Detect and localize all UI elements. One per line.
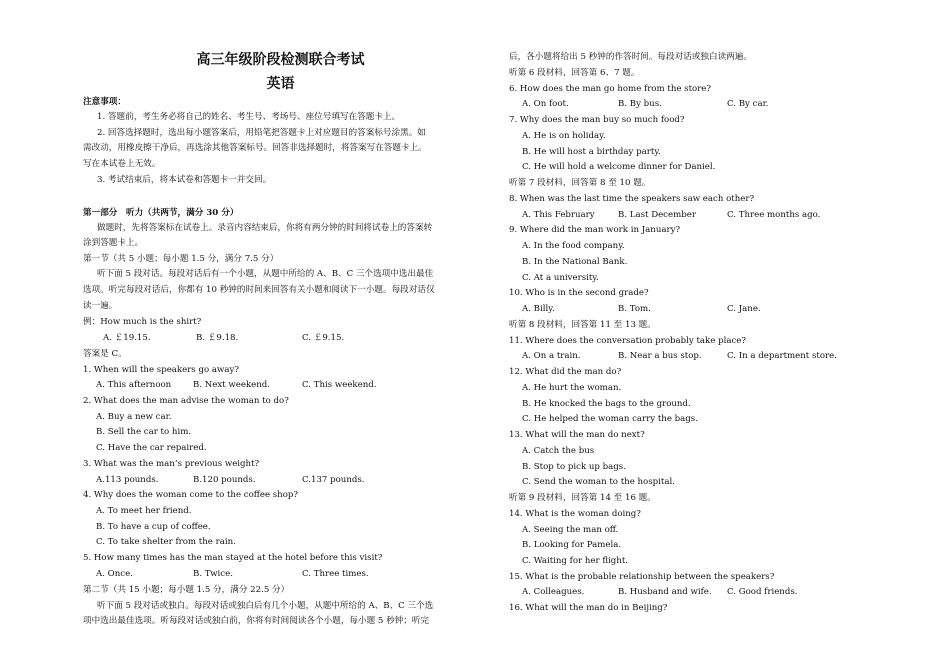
example-option-b: B. ￡9.18. <box>196 333 239 343</box>
section2-heading: 第二节（共 15 小题；每小题 1.5 分，满分 22.5 分） <box>83 585 290 595</box>
question-8-option-c: C. Three months ago. <box>727 210 821 220</box>
notice-item-2-line-3: 写在本试卷上无效。 <box>83 159 161 169</box>
question-1-option-a: A. This afternoon <box>96 380 172 390</box>
question-9-option-a: A. In the food company. <box>522 241 625 251</box>
question-4-option-b: B. To have a cup of coffee. <box>96 522 211 532</box>
exam-subject: 英语 <box>266 76 295 92</box>
question-8-option-b: B. Last December <box>618 210 696 220</box>
question-9-option-b: B. In the National Bank. <box>522 257 628 267</box>
question-4-option-c: C. To take shelter from the rain. <box>96 537 236 547</box>
question-3-option-a: A.113 pounds. <box>96 475 159 485</box>
question-7-option-a: A. He is on holiday. <box>522 131 606 141</box>
example-answer: 答案是 C。 <box>83 349 127 359</box>
question-3-stem: 3. What was the man’s previous weight? <box>83 459 260 469</box>
question-10-option-c: C. Jane. <box>727 304 761 314</box>
exam-title: 高三年级阶段检测联合考试 <box>196 52 365 68</box>
question-3-option-b: B.120 pounds. <box>193 475 256 485</box>
question-10-option-b: B. Tom. <box>618 304 651 314</box>
question-10-option-a: A. Billy. <box>522 304 555 314</box>
question-8-option-a: A. This February <box>522 210 595 220</box>
question-15-option-b: B. Husband and wife. <box>618 587 712 597</box>
question-5-option-b: B. Twice. <box>193 569 233 579</box>
question-9-stem: 9. Where did the man work in January? <box>509 225 681 235</box>
question-1-option-c: C. This weekend. <box>302 380 377 390</box>
question-13-stem: 13. What will the man do next? <box>509 430 645 440</box>
question-12-option-c: C. He helped the woman carry the bags. <box>522 414 698 424</box>
notice-heading: 注意事项： <box>83 97 126 107</box>
material-7-intro: 听第 7 段材料，回答第 8 至 10 题。 <box>509 178 651 188</box>
section2-instructions-line-3: 后，各小题将给出 5 秒钟的作答时间。每段对话或独白读两遍。 <box>509 52 752 62</box>
question-1-stem: 1. When will the speakers go away? <box>83 365 239 375</box>
question-5-option-c: C. Three times. <box>302 569 369 579</box>
question-5-stem: 5. How many times has the man stayed at the hotel before this visit? <box>83 553 383 563</box>
notice-item-2-line-2: 需改动，用橡皮擦干净后，再选涂其他答案标号。回答非选择题时，将答案写在答题卡上。 <box>83 143 427 153</box>
question-11-stem: 11. Where does the conversation probably take place? <box>509 336 746 346</box>
question-4-option-a: A. To meet her friend. <box>96 506 192 516</box>
question-2-option-a: A. Buy a new car. <box>96 412 172 422</box>
question-6-option-c: C. By car. <box>727 99 769 109</box>
section1-heading: 第一节（共 5 小题；每小题 1.5 分，满分 7.5 分） <box>83 254 279 264</box>
part1-intro-line-2: 涂到答题卡上。 <box>83 238 144 248</box>
question-12-option-a: A. He hurt the woman. <box>522 383 622 393</box>
notice-item-2-line-1: 2. 回答选择题时，选出每小题答案后，用铅笔把答题卡上对应题目的答案标号涂黑。如 <box>97 128 426 138</box>
question-8-stem: 8. When was the last time the speakers saw each other? <box>509 194 755 204</box>
question-14-option-a: A. Seeing the man off. <box>522 525 619 535</box>
material-9-intro: 听第 9 段材料，回答第 14 至 16 题。 <box>509 493 656 503</box>
question-4-stem: 4. Why does the woman come to the coffee shop? <box>83 490 299 500</box>
material-8-intro: 听第 8 段材料，回答第 11 至 13 题。 <box>509 320 656 330</box>
question-12-stem: 12. What did the man do? <box>509 367 622 377</box>
notice-item-3: 3. 考试结束后，将本试卷和答题卡一并交回。 <box>97 175 272 185</box>
question-7-option-b: B. He will host a birthday party. <box>522 147 661 157</box>
question-5-option-a: A. Once. <box>96 569 133 579</box>
section2-instructions-line-2: 项中选出最佳选项。听每段对话或独白前，你将有时间阅读各个小题，每小题 5 秒钟；听完 <box>83 616 430 626</box>
question-14-option-b: B. Looking for Pamela. <box>522 540 622 550</box>
question-12-option-b: B. He knocked the bags to the ground. <box>522 399 691 409</box>
question-9-option-c: C. At a university. <box>522 273 599 283</box>
section2-instructions-line-1: 听下面 5 段对话或独白。每段对话或独白后有几个小题，从题中所给的 A、B、C 三个选 <box>97 601 434 611</box>
question-13-option-a: A. Catch the bus <box>522 446 595 456</box>
question-2-option-b: B. Sell the car to him. <box>96 427 192 437</box>
question-2-stem: 2. What does the man advise the woman to do? <box>83 396 289 406</box>
example-option-a: A. ￡19.15. <box>103 333 151 343</box>
question-1-option-b: B. Next weekend. <box>193 380 271 390</box>
question-13-option-b: B. Stop to pick up bags. <box>522 462 626 472</box>
question-11-option-c: C. In a department store. <box>727 351 837 361</box>
notice-item-1: 1. 答题前，考生务必将自己的姓名、考生号、考场号、座位号填写在答题卡上。 <box>97 112 401 122</box>
example-question: 例：How much is the shirt? <box>83 317 202 327</box>
material-6-intro: 听第 6 段材料，回答第 6、7 题。 <box>509 68 640 78</box>
question-6-option-a: A. On foot. <box>522 99 569 109</box>
question-15-stem: 15. What is the probable relationship between the speakers? <box>509 572 775 582</box>
question-3-option-c: C.137 pounds. <box>302 475 365 485</box>
question-7-option-c: C. He will hold a welcome dinner for Daniel. <box>522 162 716 172</box>
question-14-stem: 14. What is the woman doing? <box>509 509 641 519</box>
question-6-option-b: B. By bus. <box>618 99 662 109</box>
question-16-stem: 16. What will the man do in Beijing? <box>509 603 668 613</box>
example-option-c: C. ￡9.15. <box>302 333 345 343</box>
question-10-stem: 10. Who is in the second grade? <box>509 288 649 298</box>
section1-instructions-line-3: 读一遍。 <box>83 301 118 311</box>
question-7-stem: 7. Why does the man buy so much food? <box>509 115 685 125</box>
question-2-option-c: C. Have the car repaired. <box>96 443 207 453</box>
question-6-stem: 6. How does the man go home from the store? <box>509 84 712 94</box>
part1-heading: 第一部分 听力（共两节，满分 30 分） <box>83 208 239 218</box>
question-15-option-a: A. Colleagues. <box>522 587 585 597</box>
question-13-option-c: C. Send the woman to the hospital. <box>522 477 675 487</box>
question-14-option-c: C. Waiting for her flight. <box>522 556 629 566</box>
question-11-option-a: A. On a train. <box>522 351 581 361</box>
question-11-option-b: B. Near a bus stop. <box>618 351 702 361</box>
question-15-option-c: C. Good friends. <box>727 587 798 597</box>
part1-intro-line-1: 做题时，先将答案标在试卷上。录音内容结束后，你将有两分钟的时间将试卷上的答案转 <box>97 223 433 233</box>
section1-instructions-line-2: 选项。听完每段对话后，你都有 10 秒钟的时间来回答有关小题和阅读下一小题。每段对话仅 <box>83 285 435 295</box>
section1-instructions-line-1: 听下面 5 段对话。每段对话后有一个小题，从题中所给的 A、B、C 三个选项中选出最佳 <box>97 269 434 279</box>
